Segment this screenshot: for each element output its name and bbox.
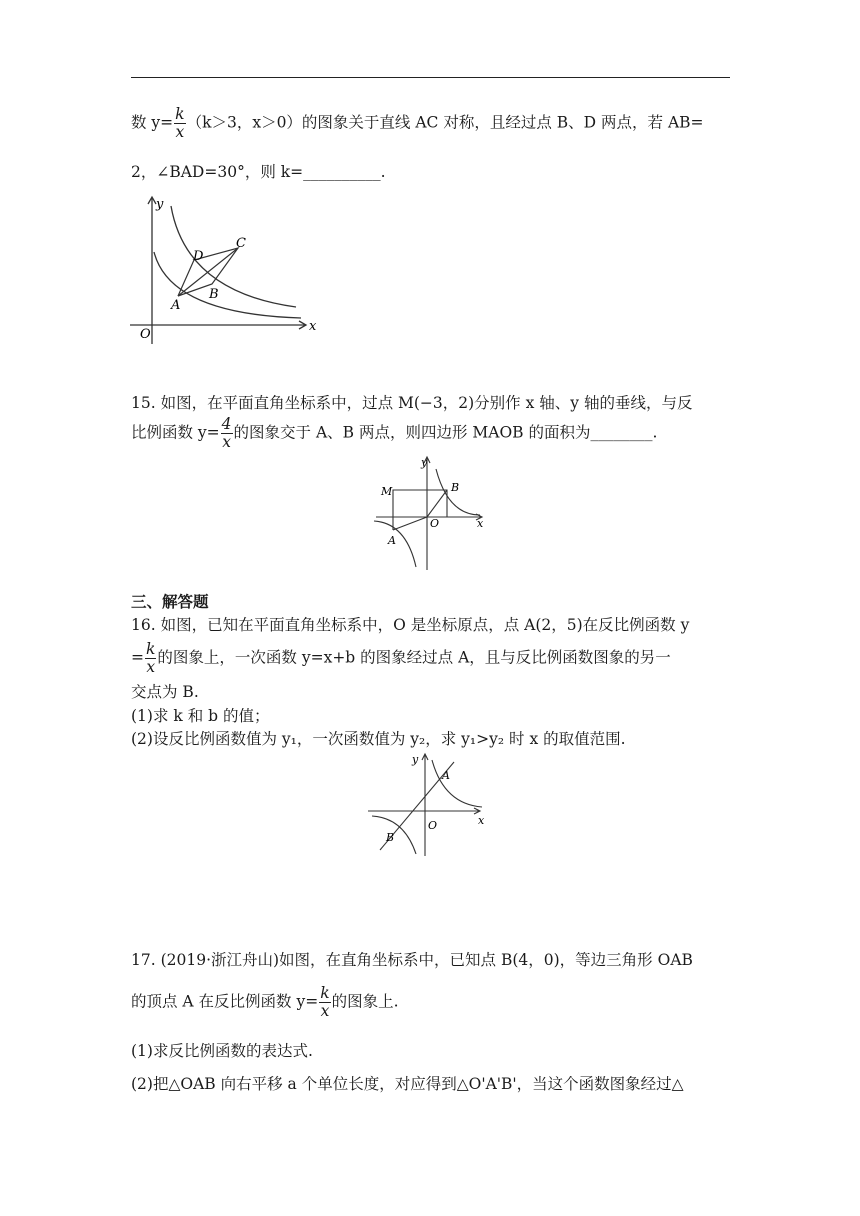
label-y: y: [412, 753, 419, 766]
q16-line-1: 16. 如图，已知在平面直角坐标系中，O 是坐标原点，点 A(2，5)在反比例函数 y: [131, 616, 690, 634]
fraction-numerator: 4: [221, 415, 232, 433]
q16-text-suffix: 的图象上，一次函数 y=x+b 的图象经过点 A，且与反比例函数图象的另一: [157, 648, 671, 667]
label-a: A: [442, 769, 450, 782]
label-y: y: [156, 197, 164, 212]
label-x: x: [477, 517, 484, 530]
label-o: O: [140, 327, 151, 342]
q14-fraction: [174, 106, 185, 141]
fraction-denominator: x: [175, 123, 185, 141]
hyperbola-branch-q1: [432, 760, 482, 807]
q14-line-1: [131, 106, 704, 141]
segment-ac: [178, 248, 238, 296]
q17-line-3: (1)求反比例函数的表达式.: [131, 1042, 313, 1060]
header-rule: [131, 77, 730, 78]
label-b: B: [451, 481, 460, 494]
q16-line-3: 交点为 B.: [131, 683, 199, 701]
label-c: C: [236, 236, 246, 251]
q14-text-suffix: （k＞3，x＞0）的图象关于直线 AC 对称，且经过点 B、D 两点，若 AB=: [186, 113, 704, 132]
label-a: A: [171, 298, 181, 313]
q15-figure: [370, 455, 492, 573]
label-b: B: [386, 831, 395, 844]
label-x: x: [478, 814, 485, 827]
q17-text-prefix: 的顶点 A 在反比例函数 y=: [131, 992, 319, 1011]
q17-text-suffix: 的图象上.: [331, 992, 399, 1011]
label-d: D: [193, 249, 204, 264]
q15-fraction: [221, 416, 233, 451]
fraction-numerator: k: [175, 105, 185, 123]
q16-fraction: [145, 641, 156, 676]
segment-ob: [427, 490, 447, 517]
q16-line-4: (1)求 k 和 b 的值；: [131, 707, 270, 725]
q15-line-2: [131, 416, 657, 451]
label-o: O: [430, 517, 440, 530]
q16-line-5: (2)设反比例函数值为 y₁，一次函数值为 y₂，求 y₁>y₂ 时 x 的取值范围.: [131, 730, 626, 748]
fraction-numerator: k: [320, 984, 330, 1002]
q17-line-1: 17. (2019·浙江舟山)如图，在直角坐标系中，已知点 B(4，0)，等边三角形 OAB: [131, 951, 693, 969]
fraction-numerator: k: [146, 640, 156, 658]
q15-text-suffix: 的图象交于 A、B 两点，则四边形 MAOB 的面积为________.: [233, 423, 658, 442]
q16-text-prefix: =: [131, 648, 144, 667]
label-a: A: [388, 534, 396, 547]
label-b: B: [209, 287, 219, 302]
fraction-denominator: x: [146, 658, 156, 676]
section-heading: 三、解答题: [131, 592, 209, 611]
q17-line-2: [131, 985, 399, 1020]
label-m: M: [381, 485, 393, 498]
q15-line-1: 15. 如图，在平面直角坐标系中，过点 M(−3，2)分别作 x 轴、y 轴的垂线，与反: [131, 394, 693, 412]
label-o: O: [428, 819, 438, 832]
fraction-denominator: x: [222, 433, 231, 451]
segment-ao: [393, 517, 427, 530]
label-y: y: [421, 456, 428, 469]
q16-figure: [364, 752, 494, 860]
q16-line-2: [131, 641, 671, 676]
q15-text-prefix: 比例函数 y=: [131, 423, 220, 442]
q17-line-4: (2)把△OAB 向右平移 a 个单位长度，对应得到△O'A'B'，当这个函数图象经过△: [131, 1075, 684, 1093]
q17-fraction: [319, 985, 330, 1020]
fraction-denominator: x: [320, 1002, 330, 1020]
label-x: x: [309, 319, 317, 334]
q14-line-2: 2，∠BAD=30°，则 k=__________.: [131, 163, 386, 181]
q14-text-prefix: 数 y=: [131, 113, 174, 132]
q14-figure: [126, 192, 322, 352]
